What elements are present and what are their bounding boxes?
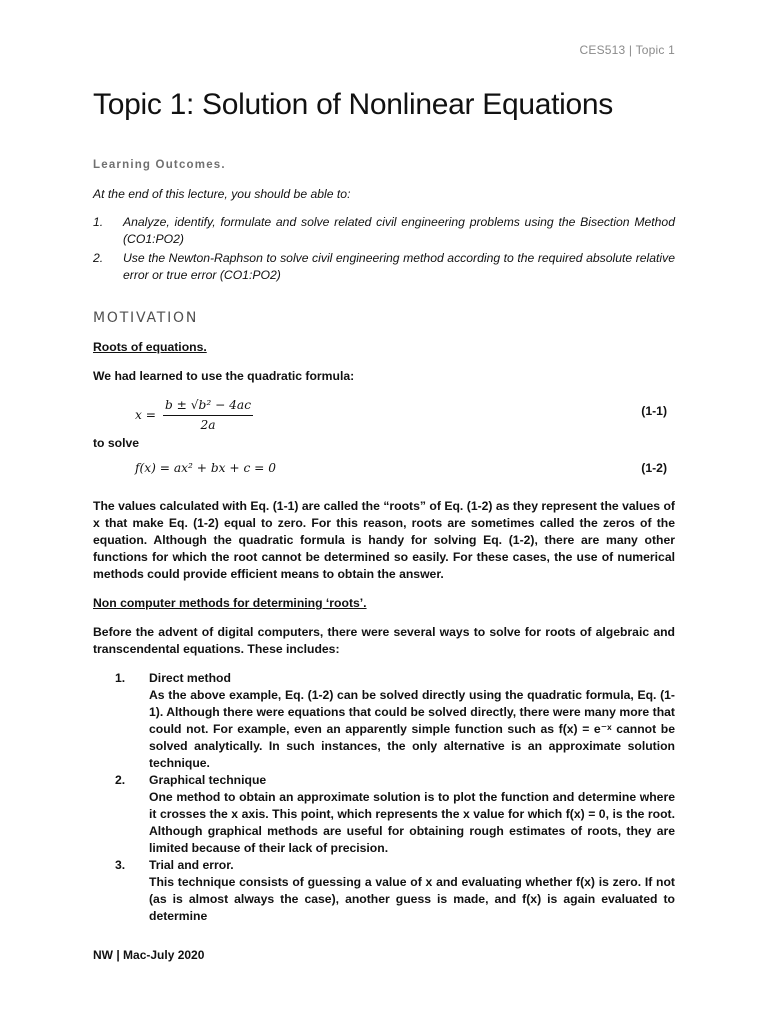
roots-paragraph: The values calculated with Eq. (1-1) are called the “roots” of Eq. (1-2) as they represent the values of x that make Eq. (1-2) equal to zero. For this reason, roots are sometimes called the zeros of the equation. Although the quadratic formula is handy for solving Eq. (1-2), there are many other functions for which the root cannot be determined so easily. For these cases, the use of numerical methods could provide efficient means to obtain the answer. — [93, 499, 675, 581]
list-number: 1. — [93, 215, 104, 229]
page-title: Topic 1: Solution of Nonlinear Equations — [93, 88, 614, 121]
method-text: One method to obtain an approximate solution is to plot the function and determine where it crosses the x axis. This point, which represents the x value for which f(x) = 0, is the root. Although graphical methods are useful for obtaining rough estimates of roots, they are limited because of their lack of precision. — [149, 790, 675, 855]
non-computer-heading: Non computer methods for determining ‘roots’. — [93, 596, 367, 610]
document-body — [93, 157, 675, 925]
list-number: 2. — [115, 773, 126, 787]
eq2-expression: f(x) = ax² + bx + c = 0 — [135, 461, 277, 475]
learning-outcomes-list — [93, 214, 675, 284]
learning-outcome-item — [93, 214, 675, 248]
quadratic-intro: We had learned to use the quadratic formula: — [93, 369, 355, 383]
eq1-lhs: x = — [135, 408, 156, 422]
method-text: As the above example, Eq. (1-2) can be solved directly using the quadratic formula, Eq. (1-1). Although there were equations that could be solved directly, there were many more that could not. For example, even an apparently simple function such as f(x) = e⁻ˣ cannot be solved analytically. In such instances, the only alternative is an approximate solution technique. — [149, 688, 675, 770]
method-title: Graphical technique — [149, 773, 267, 787]
learning-outcome-text: Use the Newton-Raphson to solve civil engineering method according to the required absolute relative error or true error (CO1:PO2) — [123, 251, 675, 282]
method-body — [149, 772, 675, 857]
list-number: 1. — [115, 671, 126, 685]
list-number: 3. — [115, 858, 126, 872]
list-number: 2. — [93, 251, 104, 265]
method-item — [93, 670, 675, 772]
method-title: Direct method — [149, 671, 231, 685]
method-body — [149, 670, 675, 772]
eq1-label: (1-1) — [641, 404, 667, 418]
method-title: Trial and error. — [149, 858, 234, 872]
methods-list — [93, 670, 675, 925]
learning-outcome-text: Analyze, identify, formulate and solve related civil engineering problems using the Bisection Method (CO1:PO2) — [123, 215, 675, 246]
method-item — [93, 772, 675, 857]
method-text: This technique consists of guessing a value of x and evaluating whether f(x) is zero. If not (as is almost always the case), another guess is made, and f(x) is again evaluated to determine — [149, 875, 675, 923]
page-footer: NW | Mac-July 2020 — [93, 948, 205, 962]
eq1-denominator: 2a — [200, 418, 216, 432]
non-computer-paragraph: Before the advent of digital computers, there were several ways to solve for roots of algebraic and transcendental equations. These includes: — [93, 625, 675, 656]
to-solve-text: to solve — [93, 436, 140, 450]
equation-1-2 — [93, 458, 675, 488]
learning-outcomes-intro: At the end of this lecture, you should be able to: — [93, 187, 351, 201]
eq1-numerator: b ± √b² − 4ac — [163, 397, 253, 416]
roots-heading: Roots of equations. — [93, 340, 207, 354]
learning-outcome-item — [93, 250, 675, 284]
method-body — [149, 857, 675, 925]
motivation-heading: MOTIVATION — [93, 310, 199, 326]
page-header-course: CES513 | Topic 1 — [579, 43, 675, 57]
learning-outcomes-heading: Learning Outcomes. — [93, 159, 226, 171]
equation-1-1 — [93, 397, 675, 435]
eq1-fraction — [163, 397, 253, 434]
method-item — [93, 857, 675, 925]
eq2-label: (1-2) — [641, 461, 667, 475]
